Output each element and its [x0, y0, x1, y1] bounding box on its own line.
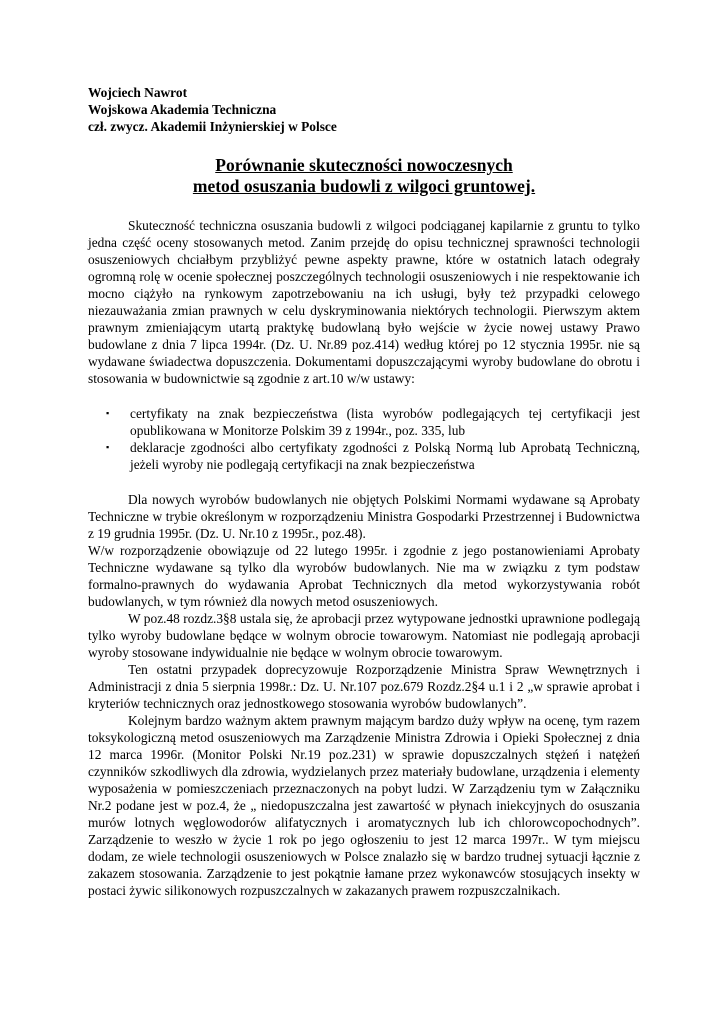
paragraph-poz48: W poz.48 rozdz.3§8 ustala się, że aprobacji przez wytypowane jednostki uprawnione podlegają tylko wyroby budowlane będące w wolnym obrocie towarowym. Natomiast nie podlegają aprobacji wyroby stosowane indywidualnie nie będące w wolnym obrocie towarowym.: [88, 611, 640, 660]
author-block: [88, 84, 640, 135]
paragraph-msw: Ten ostatni przypadek doprecyzowuje Rozporządzenie Ministra Spraw Wewnętrznych i Administracji z dnia 5 sierpnia 1998r.: Dz. U. Nr.107 poz.679 Rozdz.2§4 u.1 i 2 „w sprawie aprobat i kryteriów technicznych oraz jednostkowego stosowania wyrobów budowlanych”.: [88, 662, 640, 711]
paragraph-zarzadzenie: Kolejnym bardzo ważnym aktem prawnym mającym bardzo duży wpływ na ocenę, tym razem toksykologiczną metod osuszeniowych ma Zarządzenie Ministra Zdrowia i Opieki Społecznej z dnia 12 marca 1996r. (Monitor Polski Nr.19 poz.231) w sprawie dopuszczalnych stężeń i natężeń czynników szkodliwych dla zdrowia, wydzielanych przez materiały budowlane, urządzenia i elementy wyposażenia w pomieszczeniach przeznaczonych na pobyt ludzi. W Zarządzeniu tym w Załączniku Nr.2 podane jest w poz.4, że „ niedopuszczalna jest zawartość w płynach iniekcyjnych do osuszania murów lotnych węglowodorów alifatycznych i aromatycznych lub ich chlorowcopochodnych”. Zarządzenie to weszło w życie 1 rok po jego ogłoszeniu to jest 12 marca 1997r.. W tym miejscu dodam, ze wiele technologii osuszeniowych w Polsce znalazło się w bardzo trudnej sytuacji łącznie z zakazem stosowania. Zarządzenie to jest pokątnie łamane przez wykonawców stosujących insekty w postaci żywic silikonowych rozpuszczalnych w zakazanych prawem rozpuszczalnikach.: [88, 713, 640, 898]
paragraph-rozporzadzenie: W/w rozporządzenie obowiązuje od 22 lutego 1995r. i zgodnie z jego postanowieniami Aprobaty Techniczne wydawane są tylko dla wyrobów budowlanych. Nie ma w związku z tym podstaw formalno-prawnych do wydawania Aprobat Technicznych dla metod wykorzystywania robót budowlanych, w tym również dla nowych metod osuszeniowych.: [88, 543, 640, 609]
document-title: [88, 155, 640, 197]
author-institution: Wojskowa Akademia Techniczna: [88, 102, 277, 117]
list-item-text: certyfikaty na znak bezpieczeństwa (lista wyrobów podlegających tej certyfikacji jest opublikowana w Monitorze Polskim 39 z 1994r., poz. 335, lub: [130, 406, 640, 438]
title-line-1: Porównanie skuteczności nowoczesnych: [215, 155, 513, 175]
list-item-text: deklaracje zgodności albo certyfikaty zgodności z Polską Normą lub Aprobatą Techniczną, jeżeli wyroby nie podlegają certyfikacji na znak bezpieczeństwa: [130, 440, 640, 472]
list-item: [88, 405, 640, 439]
document-page: [88, 84, 640, 899]
square-bullet-icon: ▪: [106, 408, 110, 418]
list-item: [88, 439, 640, 473]
paragraph-aprobaty: Dla nowych wyrobów budowlanych nie objętych Polskimi Normami wydawane są Aprobaty Techniczne w trybie określonym w rozporządzeniu Ministra Gospodarki Przestrzennej i Budownictwa z 19 grudnia 1995r. (Dz. U. Nr.10 z 1995r., poz.48).: [88, 492, 640, 541]
author-membership: czł. zwycz. Akademii Inżynierskiej w Polsce: [88, 119, 337, 134]
bullet-list: [88, 405, 640, 473]
title-line-2: metod osuszania budowli z wilgoci gruntowej.: [192, 176, 536, 196]
document-body: [88, 217, 640, 899]
paragraph-intro: Skuteczność techniczna osuszania budowli z wilgoci podciąganej kapilarnie z gruntu to tylko jedna część oceny stosowanych metod. Zanim przejdę do opisu technicznej sprawności technologii osuszeniowych chciałbym przybliżyć pewne aspekty prawne, które w ostatnich latach odegrały ogromną rolę w ocenie społecznej poszczególnych technologii osuszeniowych i nie respektowanie ich mocno ciążyło na rynkowym zapotrzebowaniu na ich usługi, były też przypadki celowego niezauważania zmian prawnych w celu dyskryminowania niektórych technologii. Pierwszym aktem prawnym zmieniającym utartą praktykę budowlaną było wejście w życie nowej ustawy Prawo budowlane z dnia 7 lipca 1994r. (Dz. U. Nr.89 poz.414) według której po 12 stycznia 1995r. nie są wydawane świadectwa dopuszczenia. Dokumentami dopuszczającymi wyroby budowlane do obrotu i stosowania w budownictwie są zgodnie z art.10 w/w ustawy:: [88, 218, 640, 386]
square-bullet-icon: ▪: [106, 442, 110, 452]
author-name: Wojciech Nawrot: [88, 85, 188, 100]
